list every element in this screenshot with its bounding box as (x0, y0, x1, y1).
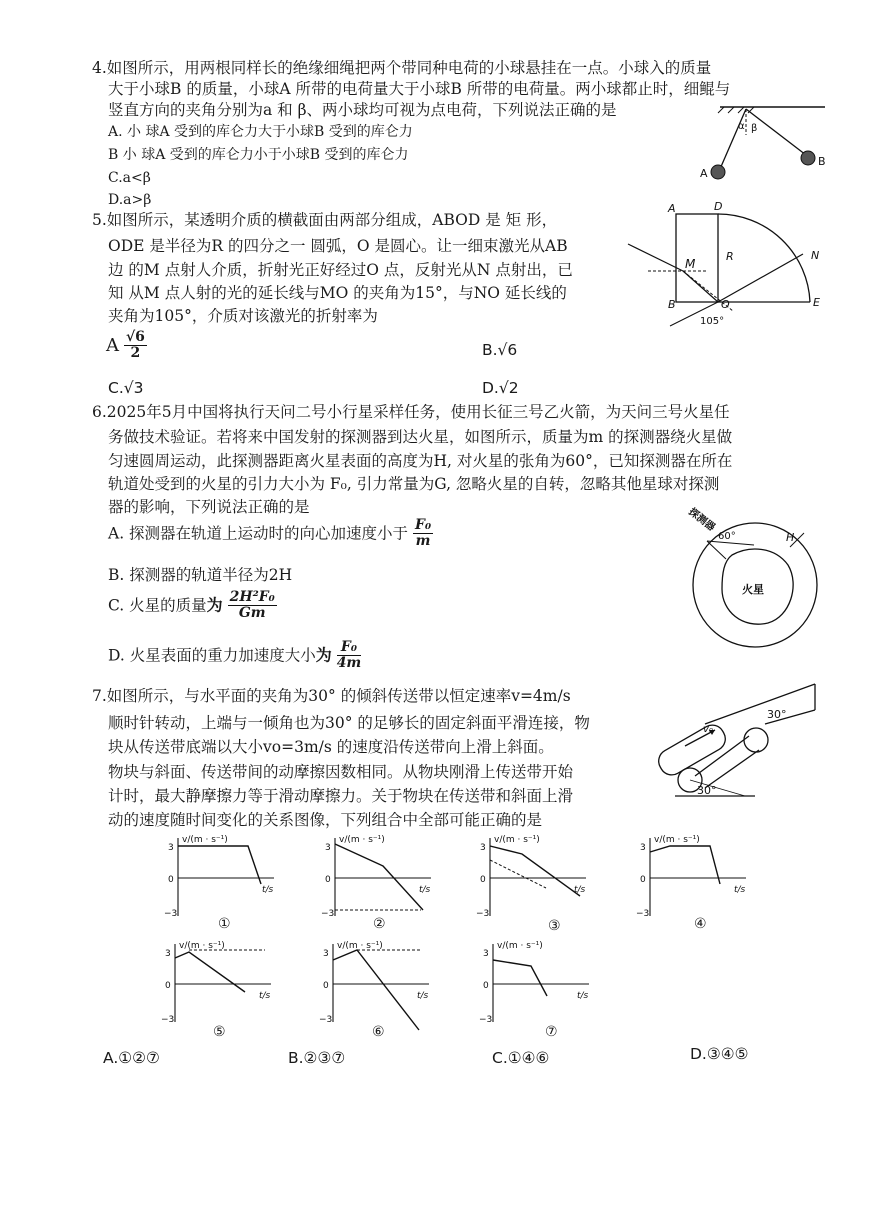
graph-tick-3: 3 (168, 843, 174, 853)
q6-height-label: H (786, 531, 795, 544)
q4-option-d: D.a>β (108, 192, 152, 208)
q5-label-angle: 105° (700, 316, 725, 327)
q6-option-b: B. 探测器的轨道半径为2H (108, 566, 293, 584)
q7-conveyor-figure (665, 684, 825, 804)
q4-line-2: 大于小球B 的质量，小球A 所带的电荷量大于小球B 所带的电荷量。两小球都止时，细鲲与 (108, 80, 731, 98)
q7-line-5: 计时，最大静摩擦力等于滑动摩擦力。关于物块在传送带和斜面上滑 (108, 787, 574, 805)
vt-graph-3 (476, 832, 596, 922)
graph-t-axis-label: t/s (259, 991, 271, 1001)
q6-line-5: 器的影响，下列说法正确的是 (108, 498, 310, 516)
q6-option-a-denominator: m (415, 533, 431, 549)
q6-option-d-text: D. 火星表面的重力加速度大小 (108, 646, 316, 665)
q6-mars-label: 火星 (742, 583, 764, 596)
graph-tick-minus-3: −3 (476, 909, 490, 919)
graph-velocity-line (493, 960, 547, 996)
q7-option-c: C.①④⑥ (492, 1049, 550, 1067)
graph-tick-3: 3 (325, 843, 331, 853)
q6-option-c-wei: 为 (206, 595, 223, 615)
graph-tick-3: 3 (165, 949, 171, 959)
q5-label-d: D (714, 200, 723, 213)
q7-line-4: 物块与斜面、传送带间的动摩擦因数相同。从物块刚滑上传送带开始 (108, 763, 574, 781)
graph-v-axis-label: v/(m · s⁻¹) (337, 941, 383, 951)
vt-graph-6 (319, 938, 439, 1028)
q5-line-4: 知 从M 点人射的光的延长线与MO 的夹角为15°，与NO 延长线的 (108, 284, 567, 302)
graph-t-axis-label: t/s (734, 885, 746, 895)
graph-dashed-line (490, 860, 546, 888)
q5-option-a (106, 330, 147, 361)
q6-mars-orbit-figure (680, 505, 830, 655)
q7-v0-label: v₀ (703, 724, 713, 735)
q7-line-1: 7.如图所示，与水平面的夹角为30° 的倾斜传送带以恒定速率v=4m/s (92, 687, 571, 705)
q7-option-d: D.③④⑤ (690, 1045, 749, 1063)
graph-velocity-line (490, 846, 580, 896)
graph-tick-0: 0 (165, 981, 171, 991)
q6-option-c-text: C. 火星的质量 (108, 596, 207, 615)
q6-option-d-denominator: 4m (336, 655, 362, 671)
graph-t-axis-label: t/s (417, 991, 429, 1001)
q5-line-2: ODE 是半径为R 的四分之一 圆弧，O 是圆心。让一细束激光从AB (108, 237, 568, 255)
q4-line-1: 4.如图所示，用两根同样长的绝缘细绳把两个带同种电荷的小球悬挂在一点。小球入的质量 (92, 59, 712, 77)
q5-line-3: 边 的M 点射人介质，折射光正好经过O 点，反射光从N 点射出，已 (108, 261, 573, 279)
q6-angle-label: 60° (718, 531, 736, 542)
q4-pendulum-figure (690, 105, 830, 185)
q6-line-4: 轨道处受到的火星的引力大小为 F₀, 引力常量为G, 忽略火星的自转，忽略其他星球对探测 (108, 475, 720, 493)
q5-label-a: A (668, 202, 676, 215)
q6-option-d (108, 640, 361, 671)
q6-probe-label: 探测器 (686, 506, 717, 534)
graph-tick-minus-3: −3 (319, 1015, 333, 1025)
vt-graph-5 (161, 938, 281, 1028)
q7-option-a: A.①②⑦ (103, 1049, 160, 1067)
graph-v-axis-label: v/(m · s⁻¹) (182, 835, 228, 845)
q4-ball-b-label: B (818, 155, 826, 168)
vt-graph-2 (321, 832, 441, 922)
q5-option-a-numerator: √6 (125, 329, 145, 345)
q6-option-a-text: A. 探测器在轨道上运动时的向心加速度小于 (108, 524, 409, 543)
q6-option-c-numerator: 2H²F₀ (229, 589, 275, 605)
graph-tick-0: 0 (325, 875, 331, 885)
graph-tick-3: 3 (640, 843, 646, 853)
graph-tick-minus-3: −3 (636, 909, 650, 919)
graph-tick-minus-3: −3 (479, 1015, 493, 1025)
q4-option-b: B 小 球A 受到的库仑力小于小球B 受到的库仑力 (108, 147, 409, 163)
q5-label-r: R (726, 250, 734, 263)
graph-velocity-line (333, 950, 419, 1030)
graph-tick-0: 0 (483, 981, 489, 991)
graph-tick-0: 0 (168, 875, 174, 885)
graph-label-4: ④ (694, 916, 707, 932)
graph-tick-minus-3: −3 (161, 1015, 175, 1025)
graph-label-1: ① (218, 916, 231, 932)
q6-line-3: 匀速圆周运动，此探测器距离火星表面的高度为H, 对火星的张角为60°，已知探测器在所在 (108, 452, 733, 470)
q7-line-2: 顺时针转动，上端与一倾角也为30° 的足够长的固定斜面平滑连接，物 (108, 714, 590, 732)
graph-tick-0: 0 (480, 875, 486, 885)
q7-line-3: 块从传送带底端以大小vo=3m/s 的速度沿传送带向上滑上斜面。 (108, 738, 554, 756)
graph-velocity-line (335, 844, 423, 910)
vt-graph-1 (164, 832, 284, 922)
graph-velocity-line (175, 952, 245, 992)
graph-t-axis-label: t/s (574, 885, 586, 895)
q4-angle-beta: β (751, 123, 758, 134)
graph-v-axis-label: v/(m · s⁻¹) (654, 835, 700, 845)
q7-bottom-angle-label: 30° (697, 784, 717, 797)
q7-option-b: B.②③⑦ (288, 1049, 346, 1067)
graph-v-axis-label: v/(m · s⁻¹) (494, 835, 540, 845)
q6-option-d-wei: 为 (315, 645, 332, 665)
graph-t-axis-label: t/s (419, 885, 431, 895)
q5-label-o: O (721, 298, 730, 311)
q5-label-b: B (668, 298, 676, 311)
q5-line-1: 5.如图所示，某透明介质的横截面由两部分组成，ABOD 是 矩 形， (92, 211, 558, 229)
q7-top-angle-label: 30° (767, 708, 787, 721)
vt-graph-7 (479, 938, 599, 1028)
graph-label-6: ⑥ (372, 1024, 385, 1040)
q5-label-m: M (685, 257, 696, 271)
q5-option-c: C.√3 (108, 379, 144, 397)
q6-option-d-numerator: F₀ (337, 640, 362, 656)
graph-tick-minus-3: −3 (321, 909, 335, 919)
q5-option-d: D.√2 (482, 379, 519, 397)
graph-tick-0: 0 (640, 875, 646, 885)
graph-v-axis-label: v/(m · s⁻¹) (179, 941, 225, 951)
q6-line-2: 务做技术验证。若将来中国发射的探测器到达火星，如图所示，质量为m 的探测器绕火星做 (108, 428, 733, 446)
q4-ball-a-label: A (700, 167, 708, 180)
q5-optics-figure (608, 196, 828, 336)
q6-option-c (108, 590, 277, 621)
graph-t-axis-label: t/s (262, 885, 274, 895)
q6-line-1: 6.2025年5月中国将执行天问二号小行星采样任务，使用长征三号乙火箭，为天问三号火星任 (92, 403, 730, 421)
graph-label-5: ⑤ (213, 1024, 226, 1040)
q6-option-a (108, 518, 433, 549)
q4-angle-alpha: α (738, 121, 745, 132)
q6-option-c-denominator: Gm (238, 605, 266, 621)
q4-option-c: C.a<β (108, 170, 151, 186)
graph-tick-3: 3 (483, 949, 489, 959)
graph-t-axis-label: t/s (577, 991, 589, 1001)
graph-label-2: ② (373, 916, 386, 932)
q5-label-e: E (813, 296, 820, 309)
q5-line-5: 夹角为105°，介质对该激光的折射率为 (108, 307, 378, 325)
graph-label-3: ③ (548, 918, 561, 934)
graph-tick-3: 3 (480, 843, 486, 853)
graph-v-axis-label: v/(m · s⁻¹) (497, 941, 543, 951)
graph-tick-3: 3 (323, 949, 329, 959)
graph-tick-minus-3: −3 (164, 909, 178, 919)
graph-label-7: ⑦ (545, 1024, 558, 1040)
q5-option-a-letter: A (106, 334, 119, 356)
q7-line-6: 动的速度随时间变化的关系图像，下列组合中全部可能正确的是 (108, 811, 543, 829)
graph-tick-0: 0 (323, 981, 329, 991)
q4-line-3: 竖直方向的夹角分别为a 和 β、两小球均可视为点电荷，下列说法正确的是 (108, 101, 617, 119)
q5-option-a-denominator: 2 (130, 345, 141, 361)
q4-option-a: A. 小 球A 受到的库仑力大于小球B 受到的库仑力 (108, 124, 413, 140)
q5-option-b: B.√6 (482, 341, 518, 359)
q6-option-a-numerator: F₀ (415, 517, 432, 533)
vt-graph-4 (636, 832, 756, 922)
q5-label-n: N (811, 249, 820, 262)
graph-v-axis-label: v/(m · s⁻¹) (339, 835, 385, 845)
